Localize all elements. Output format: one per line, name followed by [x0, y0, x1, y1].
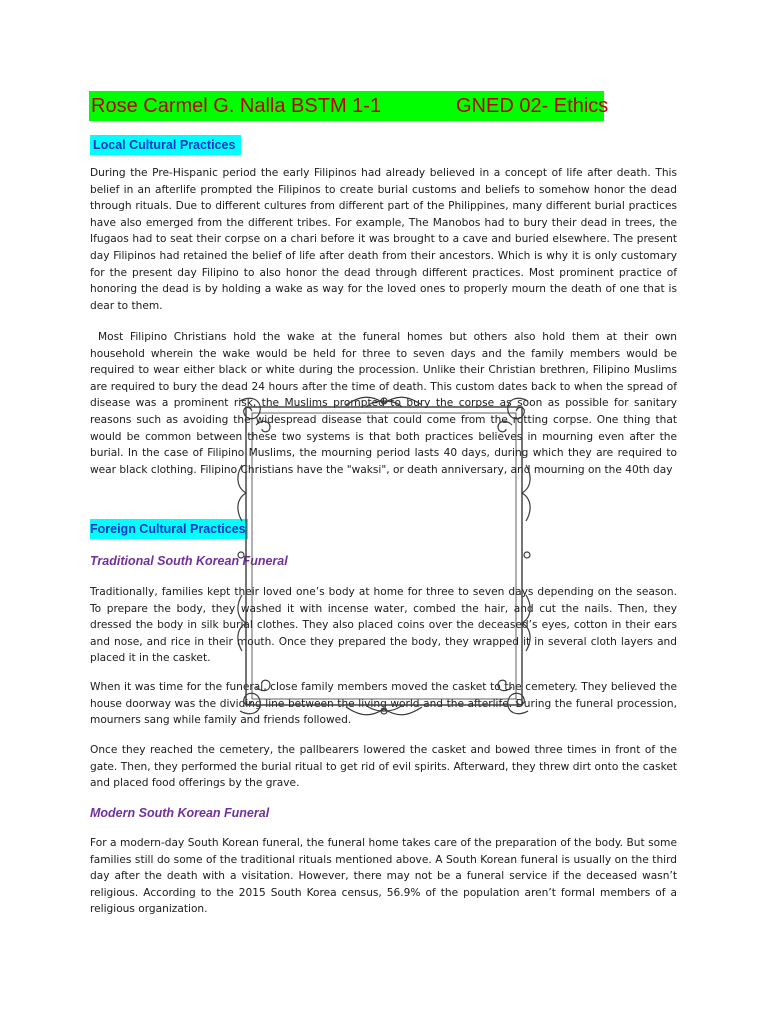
title-banner — [89, 91, 609, 121]
local-practices-heading: Local Cultural Practices — [90, 135, 241, 155]
course-title: GNED 02- Ethics — [456, 95, 609, 117]
traditional-paragraph-2: When it was time for the funeral, close family members moved the casket to the cemetery. They believed the house doorway was the dividing line between the living world and the afterlife. During the funeral procession, mourners sang while family and friends followed. — [90, 681, 677, 727]
author-line: Rose Carmel G. Nalla BSTM 1-1 — [91, 95, 382, 117]
traditional-paragraph-3: Once they reached the cemetery, the pallbearers lowered the casket and bowed three times in front of the gate. Then, they performed the burial ritual to get rid of evil spirits. Afterward, they threw dirt onto the casket and placed food offerings by the grave. — [90, 744, 677, 790]
foreign-practices-heading: Foreign Cultural Practices — [90, 519, 248, 539]
modern-funeral-heading: Modern South Korean Funeral — [90, 806, 270, 820]
modern-paragraph-1: For a modern-day South Korean funeral, the funeral home takes care of the preparation of the body. But some families still do some of the traditional rituals mentioned above. A South Korean funeral is usually on the third day after the death with a visitation. However, there may not be a funeral service if the deceased wasn’t religious. According to the 2015 South Korea census, 56.9% of the population aren’t formal members of a religious organization. — [90, 837, 677, 916]
traditional-funeral-heading: Traditional South Korean Funeral — [90, 554, 288, 568]
local-paragraph-1: During the Pre-Hispanic period the early Filipinos had already believed in a concept of life after death. This belief in an afterlife prompted the Filipinos to create burial customs and beliefs to somehow honor the dead through rituals. Due to different cultures from different part of the Philippines, many different burial practices have also emerged from the different tribes. For example, The Manobos had to bury their dead in trees, the Ifugaos had to seat their corpse on a chari before it was brought to a cave and buried elsewhere. The present day Filipinos had retained the belief of life after death from their ancestors. Which is why it is only customary for the present day Filipino to also honor the dead through different practices. Most prominent practice of honoring the dead is by holding a wake as way for the loved ones to properly mourn the death of one that is dear to them. — [90, 167, 677, 312]
traditional-paragraph-1: Traditionally, families kept their loved one’s body at home for three to seven days depending on the season. To prepare the body, they washed it with incense water, combed the hair, and cut the nails. Then, they dressed the body in silk burial clothes. They also placed coins over the deceased’s eyes, cotton in their ears and nose, and rice in their mouth. Once they prepared the body, they wrapped it in several cloth layers and placed it in the casket. — [90, 586, 677, 665]
local-paragraph-2: Most Filipino Christians hold the wake at the funeral homes but others also hold them at their own household wherein the wake would be held for three to seven days and the family members would be required to wear either black or white during the procession. Unlike their Christian brethren, Filipino Muslims are required to bury the dead 24 hours after the time of death. This custom dates back to when the spread of disease was a prominent risk, the Muslims prompted to bury the corpse as soon as possible for sanitary reasons such as avoiding the widespread disease that could come from the rotting corpse. One thing that would be common between these two systems is that both practices believes in mourning even after the burial. In the case of Filipino Muslims, the mourning period lasts 40 days, during which they are required to wear black clothing. Filipino Christians have the "waksi", or death anniversary, and mourning on the 40th day — [90, 331, 677, 476]
